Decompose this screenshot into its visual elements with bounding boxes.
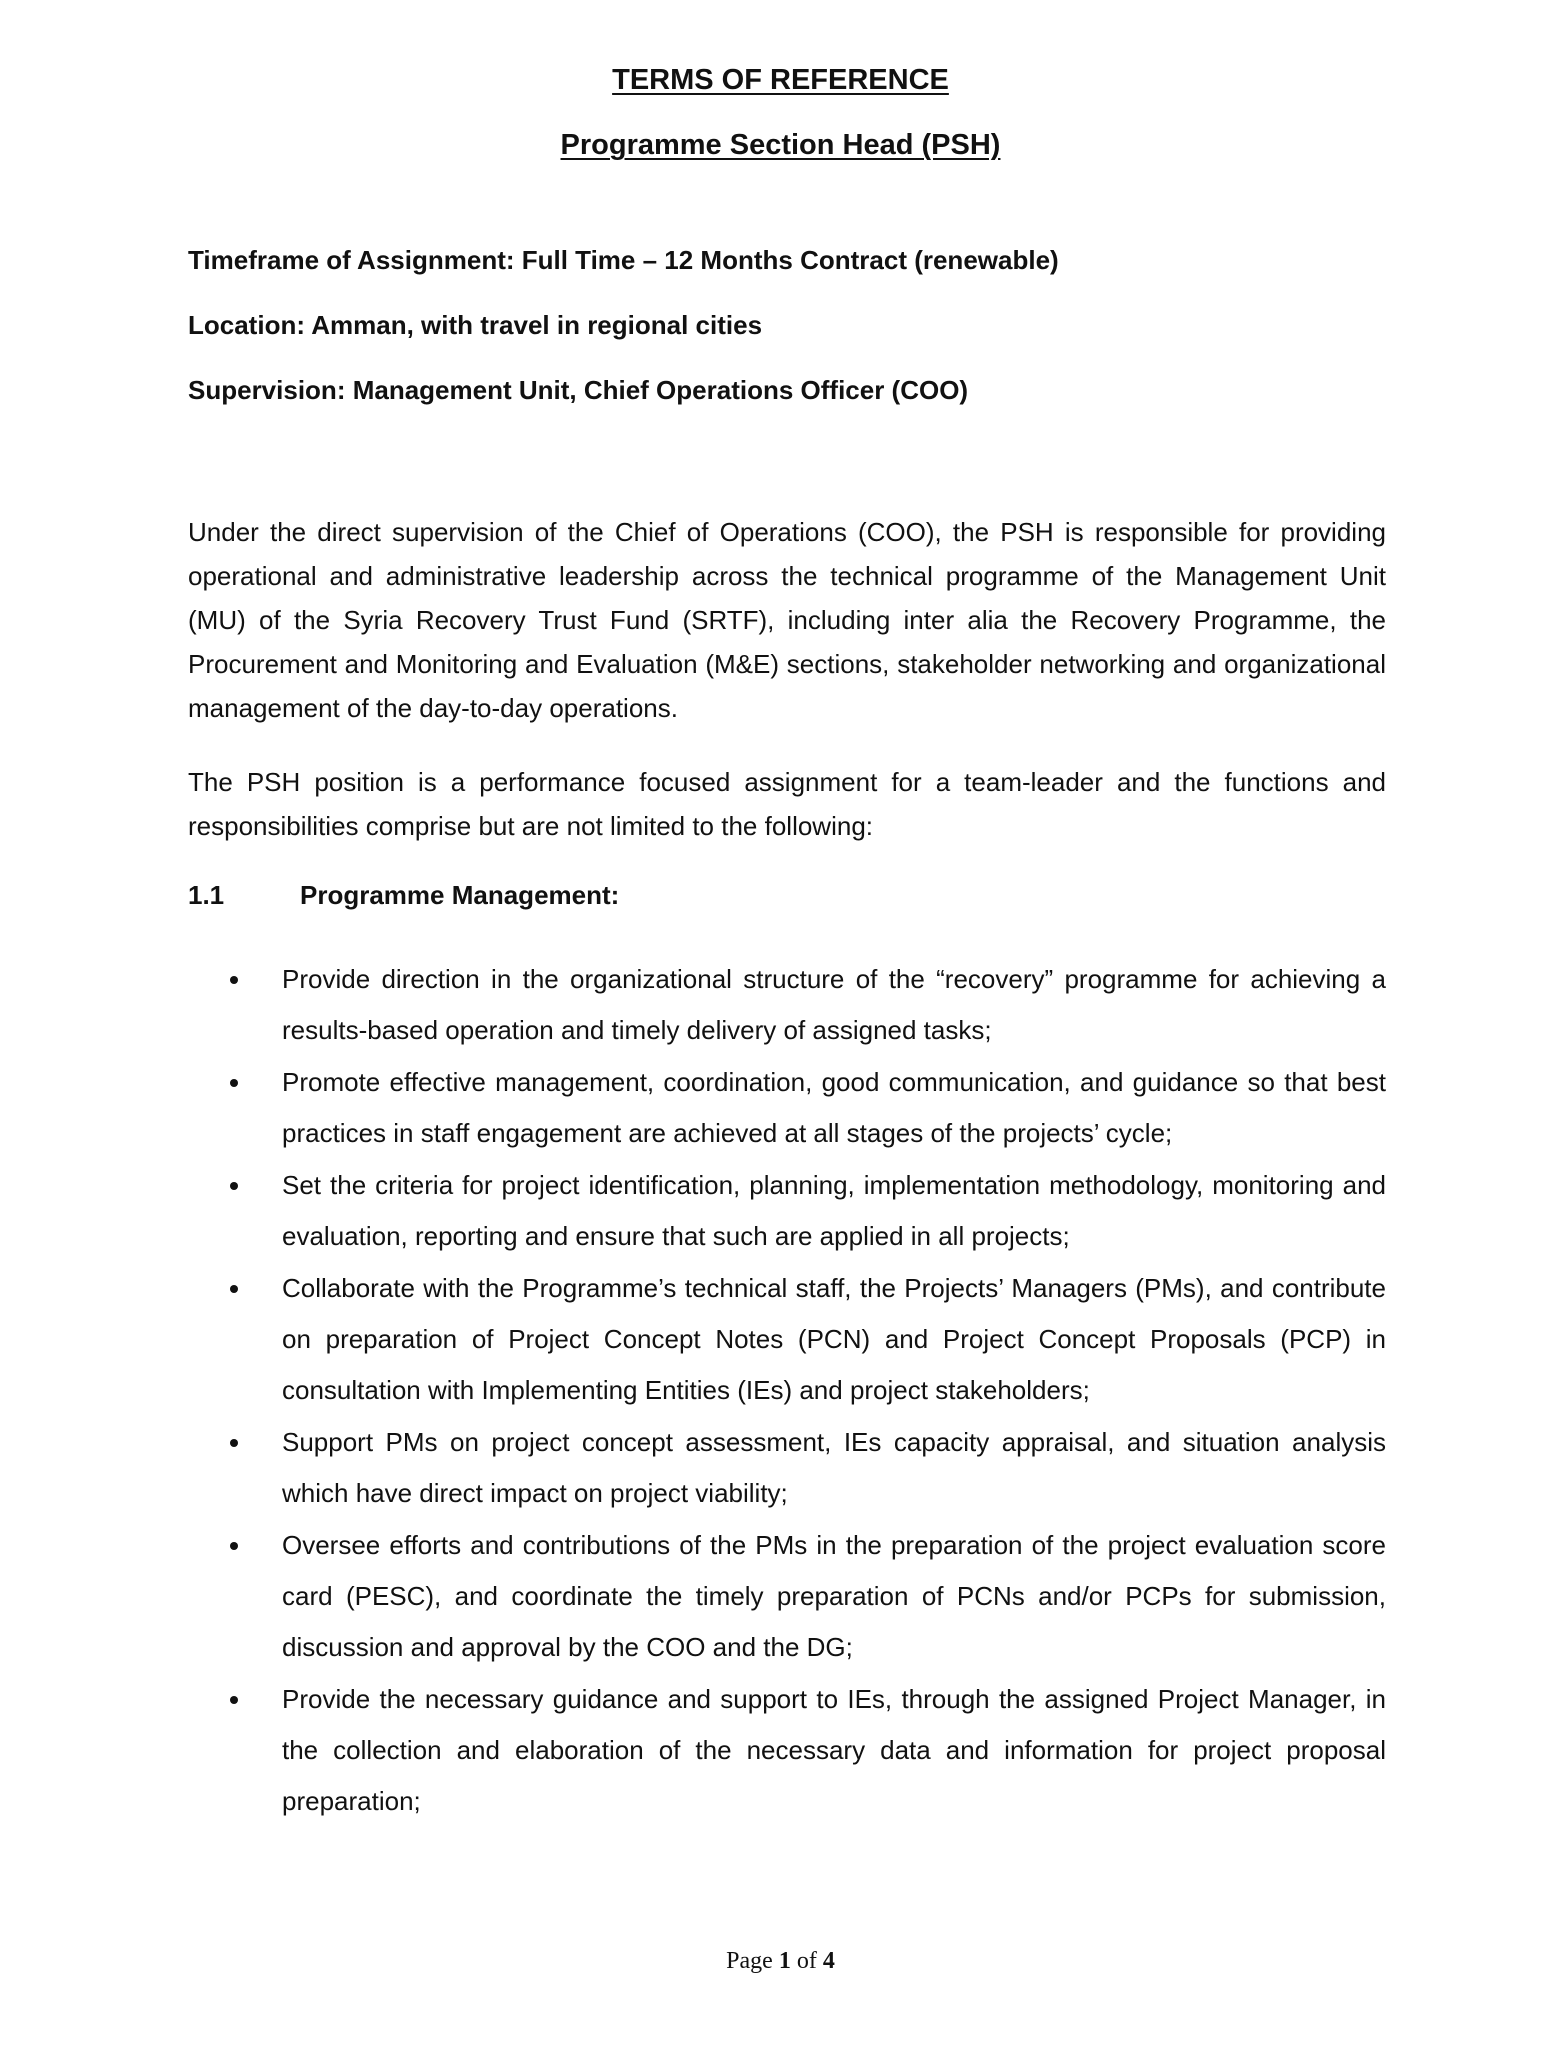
bullet-icon xyxy=(230,1542,238,1550)
section-number: 1.1 xyxy=(188,880,225,910)
scope-paragraph: The PSH position is a performance focused assignment for a team-leader and the functions and responsibilities comprise but are not limited to the following: xyxy=(188,767,1386,841)
list-item-text: Set the criteria for project identification, planning, implementation methodology, monitoring and evaluation, reporting and ensure that such are applied in all projects; xyxy=(282,1170,1386,1251)
current-page-number: 1 xyxy=(778,1948,791,1974)
page-label: Page xyxy=(726,1948,773,1974)
of-label: of xyxy=(796,1948,817,1974)
supervision-line: Supervision: Management Unit, Chief Operations Officer (COO) xyxy=(188,375,969,405)
location-line: Location: Amman, with travel in regional cities xyxy=(188,310,763,340)
timeframe-line: Timeframe of Assignment: Full Time – 12 Months Contract (renewable) xyxy=(188,245,1059,275)
bullet-icon xyxy=(230,1696,238,1704)
list-item-text: Provide direction in the organizational structure of the “recovery” programme for achieving a results-based operation and timely delivery of assigned tasks; xyxy=(282,964,1386,1045)
document-title: TERMS OF REFERENCE xyxy=(612,64,949,96)
bullet-icon xyxy=(230,1439,238,1447)
bullet-icon xyxy=(230,976,238,984)
list-item xyxy=(188,1263,1386,1416)
list-item xyxy=(188,1057,1386,1159)
bullet-icon xyxy=(230,1079,238,1087)
bullet-icon xyxy=(230,1182,238,1190)
list-item xyxy=(188,1160,1386,1262)
list-item-text: Promote effective management, coordination, good communication, and guidance so that best practices in staff engagement are achieved at all stages of the projects’ cycle; xyxy=(282,1067,1386,1148)
intro-paragraph: Under the direct supervision of the Chief of Operations (COO), the PSH is responsible for providing operational and administrative leadership across the technical programme of the Management Unit (MU) of the Syria Recovery Trust Fund (SRTF), including inter alia the Recovery Programme, the Procurement and Monitoring and Evaluation (M&E) sections, stakeholder networking and organizational management of the day-to-day operations. xyxy=(188,517,1386,723)
page-footer xyxy=(0,1948,1561,1975)
list-item xyxy=(188,954,1386,1056)
document-subtitle: Programme Section Head (PSH) xyxy=(560,129,1001,161)
section-heading xyxy=(188,880,619,911)
bullet-icon xyxy=(230,1285,238,1293)
section-title: Programme Management: xyxy=(300,880,620,910)
list-item xyxy=(188,1674,1386,1827)
total-pages-number: 4 xyxy=(822,1948,835,1974)
responsibilities-list xyxy=(188,954,1386,1828)
list-item xyxy=(188,1520,1386,1673)
list-item-text: Support PMs on project concept assessment, IEs capacity appraisal, and situation analysis which have direct impact on project viability; xyxy=(282,1427,1386,1508)
list-item-text: Provide the necessary guidance and support to IEs, through the assigned Project Manager, in the collection and elaboration of the necessary data and information for project proposal preparation; xyxy=(282,1684,1386,1816)
list-item xyxy=(188,1417,1386,1519)
list-item-text: Collaborate with the Programme’s technical staff, the Projects’ Managers (PMs), and contribute on preparation of Project Concept Notes (PCN) and Project Concept Proposals (PCP) in consultation with Implementing Entities (IEs) and project stakeholders; xyxy=(282,1273,1386,1405)
list-item-text: Oversee efforts and contributions of the PMs in the preparation of the project evaluation score card (PESC), and coordinate the timely preparation of PCNs and/or PCPs for submission, discussion and approval by the COO and the DG; xyxy=(282,1530,1386,1662)
